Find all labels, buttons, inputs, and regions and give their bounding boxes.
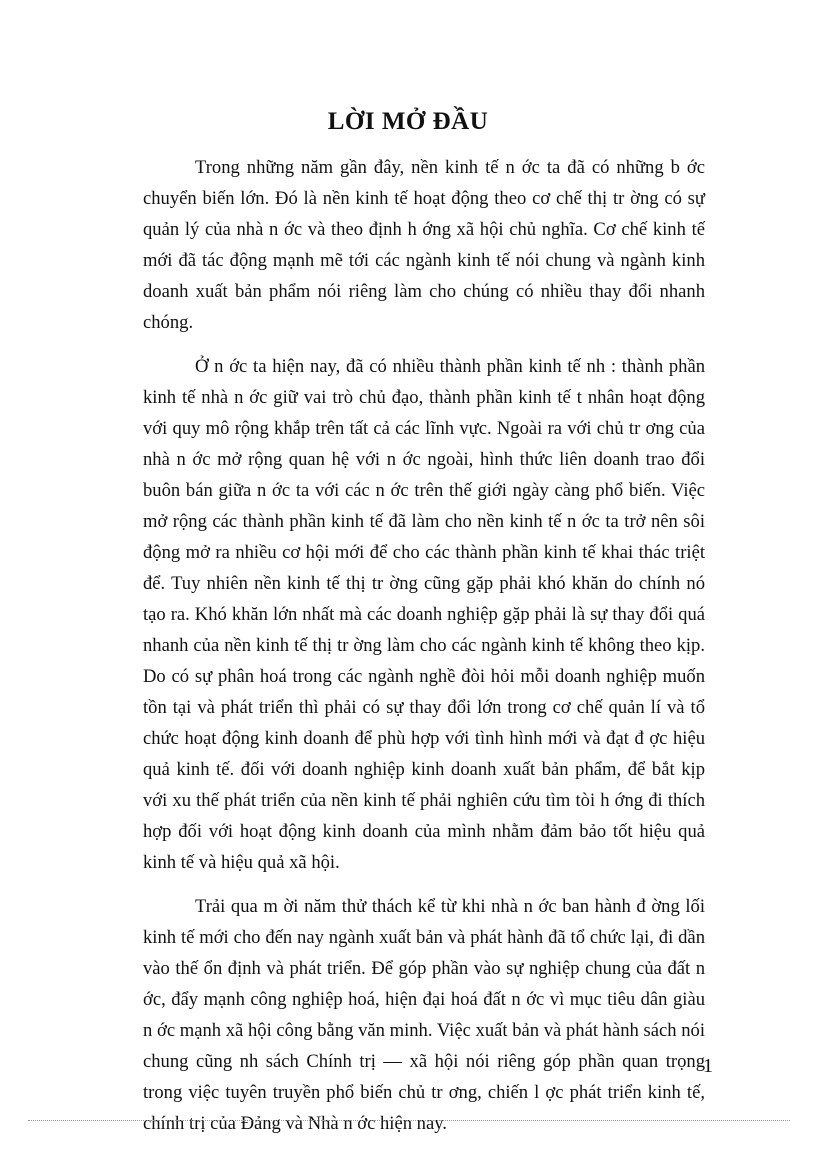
page-number: 1: [703, 1055, 713, 1077]
page-bottom-divider: [28, 1120, 790, 1121]
paragraph-1: Trong những năm gần đây, nền kinh tế n ớc ta đã có những b ớc chuyển biến lớn. Đó là nền kinh tế hoạt động theo cơ chế thị tr ờng có sự quản lý của nhà n ớc và theo định h ớng xã hội chủ nghĩa. Cơ chế kinh tế mới đã tác động mạnh mẽ tới các ngành kinh tế nói chung và ngành kinh doanh xuất bản phẩm nói riêng làm cho chúng có nhiều thay đổi nhanh chóng.: [143, 157, 705, 333]
page-title: LỜI MỞ ĐẦU: [327, 108, 489, 135]
paragraph-3: Trải qua m ời năm thử thách kể từ khi nhà n ớc ban hành đ ờng lối kinh tế mới cho đến nay ngành xuất bản và phát hành đã tổ chức lại, đi dần vào thế ổn định và phát triển. Để góp phần vào sự nghiệp chung của đất n ớc, đẩy mạnh công nghiệp hoá, hiện đại hoá đất n ớc vì mục tiêu dân giàu n ớc mạnh xã hội công bằng văn minh. Việc xuất bản và phát hành sách nói chung cũng nh sách Chính trị — xã hội nói riêng góp phần quan trọng trong việc tuyên truyền phổ biến chủ tr ơng, chiến l ợc phát triển kinh tế, chính trị của Đảng và Nhà n ớc hiện nay.: [143, 896, 705, 1134]
paragraph-2: Ở n ớc ta hiện nay, đã có nhiều thành phần kinh tế nh : thành phần kinh tế nhà n ớc giữ vai trò chủ đạo, thành phần kinh tế t nhân hoạt động với quy mô rộng khắp trên tất cả các lĩnh vực. Ngoài ra với chủ tr ơng của nhà n ớc mở rộng quan hệ với n ớc ngoài, hình thức liên doanh trao đổi buôn bán giữa n ớc ta với các n ớc trên thế giới ngày càng phổ biến. Việc mở rộng các thành phần kinh tế đã làm cho nền kinh tế n ớc ta trở nên sôi động mở ra nhiều cơ hội mới để cho các thành phần kinh tế khai thác triệt để. Tuy nhiên nền kinh tế thị tr ờng cũng gặp phải khó khăn do chính nó tạo ra. Khó khăn lớn nhất mà các doanh nghiệp gặp phải là sự thay đổi quá nhanh của nền kinh tế thị tr ờng làm cho các ngành kinh tế không theo kịp. Do có sự phân hoá trong các ngành nghề đòi hỏi mỗi doanh nghiệp muốn tồn tại và phát triển thì phải có sự thay đổi lớn trong cơ chế quản lí và tổ chức hoạt động kinh doanh để phù hợp với tình hình mới và đạt đ ợc hiệu quả kinh tế. đối với doanh nghiệp kinh doanh xuất bản phẩm, để bắt kịp với xu thế phát triển của nền kinh tế phải nghiên cứu tìm tòi h ớng đi thích hợp đối với hoạt động kinh doanh của mình nhằm đảm bảo tốt hiệu quả kinh tế và hiệu quả xã hội.: [143, 356, 705, 873]
body-text: [143, 152, 705, 1152]
